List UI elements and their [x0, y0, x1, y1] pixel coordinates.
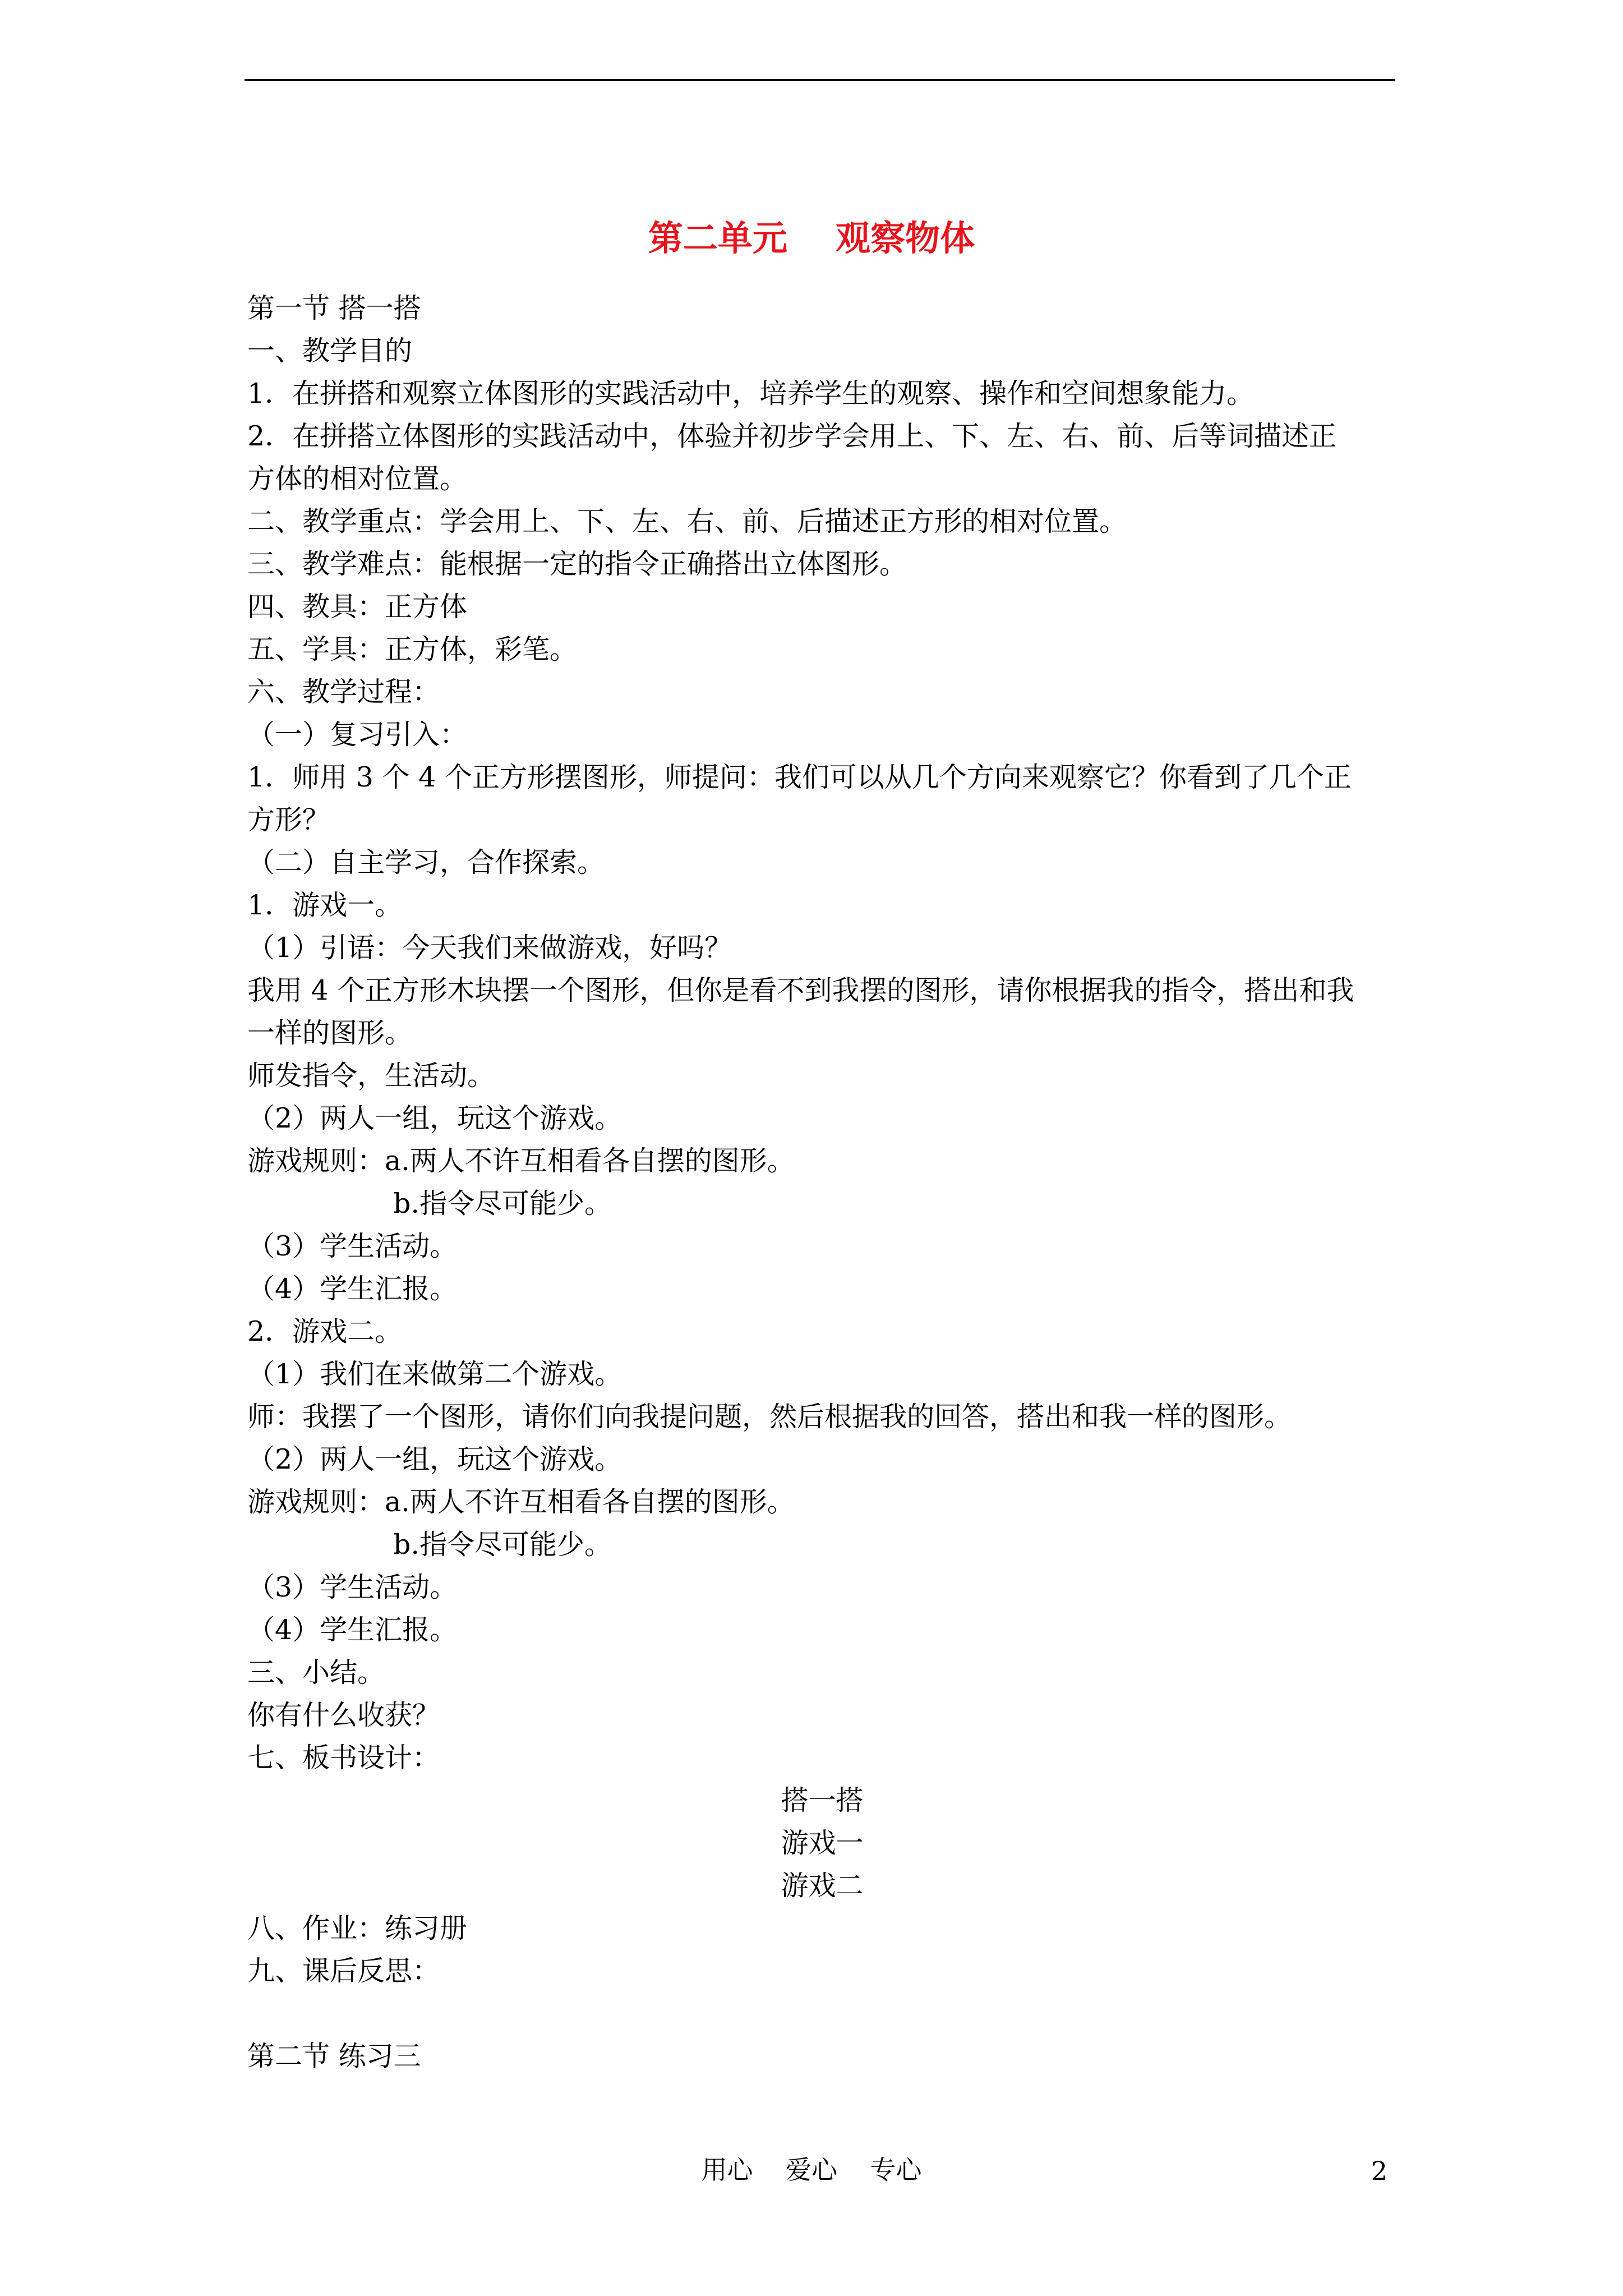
- text-line: 八、作业：练习册: [247, 1912, 468, 1944]
- text-line: 1．师用 3 个 4 个正方形摆图形，师提问：我们可以从几个方向来观察它？你看到了几个正: [247, 761, 1352, 793]
- page-title: 第二单元 观察物体: [648, 218, 975, 259]
- text-line: 方体的相对位置。: [247, 463, 468, 495]
- text-line: 一样的图形。: [247, 1017, 413, 1049]
- text-line: （3）学生活动。: [247, 1571, 458, 1603]
- text-line: （4）学生汇报。: [247, 1614, 458, 1646]
- text-line: （1）引语：今天我们来做游戏，好吗？: [247, 932, 732, 964]
- text-line: b.指令尽可能少。: [393, 1529, 612, 1561]
- text-line: 师：我摆了一个图形，请你们向我提问题，然后根据我的回答，搭出和我一样的图形。: [247, 1401, 1292, 1433]
- text-line: 2．游戏二。: [247, 1315, 403, 1347]
- text-line: 1．游戏一。: [247, 889, 403, 921]
- text-line: b.指令尽可能少。: [393, 1188, 612, 1220]
- text-line: 三、教学难点：能根据一定的指令正确搭出立体图形。: [247, 548, 907, 580]
- text-line: 四、教具：正方体: [247, 591, 468, 623]
- text-line: 第一节 搭一搭: [247, 292, 421, 324]
- text-line: 一、教学目的: [247, 335, 413, 367]
- text-line: 第二节 练习三: [247, 2040, 421, 2072]
- text-line: 七、板书设计：: [247, 1742, 440, 1774]
- text-line: （2）两人一组，玩这个游戏。: [247, 1102, 623, 1134]
- text-line: 2．在拼搭立体图形的实践活动中，体验并初步学会用上、下、左、右、前、后等词描述正: [247, 420, 1337, 452]
- text-line: 1．在拼搭和观察立体图形的实践活动中，培养学生的观察、操作和空间想象能力。: [247, 378, 1255, 409]
- document-body: [247, 287, 1391, 2078]
- text-line: 你有什么收获？: [247, 1699, 440, 1731]
- text-line: （3）学生活动。: [247, 1230, 458, 1262]
- header-rule: [245, 79, 1395, 81]
- text-line: 游戏规则：a.两人不许互相看各自摆的图形。: [247, 1145, 795, 1177]
- text-line: 游戏二: [781, 1870, 864, 1902]
- text-line: （2）两人一组，玩这个游戏。: [247, 1443, 623, 1475]
- text-line: 九、课后反思：: [247, 1955, 440, 1987]
- text-line: （1）我们在来做第二个游戏。: [247, 1358, 623, 1390]
- page-footer: 用心 爱心 专心: [701, 2155, 922, 2185]
- text-line: 游戏规则：a.两人不许互相看各自摆的图形。: [247, 1486, 795, 1518]
- text-line: 二、教学重点：学会用上、下、左、右、前、后描述正方形的相对位置。: [247, 505, 1127, 537]
- text-line: （一）复习引入：: [247, 719, 468, 751]
- text-line: （4）学生汇报。: [247, 1273, 458, 1305]
- text-line: 五、学具：正方体，彩笔。: [247, 633, 578, 665]
- text-line: 方形？: [247, 804, 330, 836]
- page-number: 2: [1371, 2156, 1387, 2186]
- text-line: 我用 4 个正方形木块摆一个图形，但你是看不到我摆的图形，请你根据我的指令，搭出和我: [247, 974, 1354, 1006]
- text-line: （二）自主学习，合作探索。: [247, 846, 605, 878]
- text-line: 六、教学过程：: [247, 676, 440, 708]
- text-line: 师发指令，生活动。: [247, 1060, 495, 1092]
- text-line: 三、小结。: [247, 1657, 385, 1688]
- text-line: 搭一搭: [781, 1784, 864, 1816]
- text-line: 游戏一: [781, 1827, 864, 1859]
